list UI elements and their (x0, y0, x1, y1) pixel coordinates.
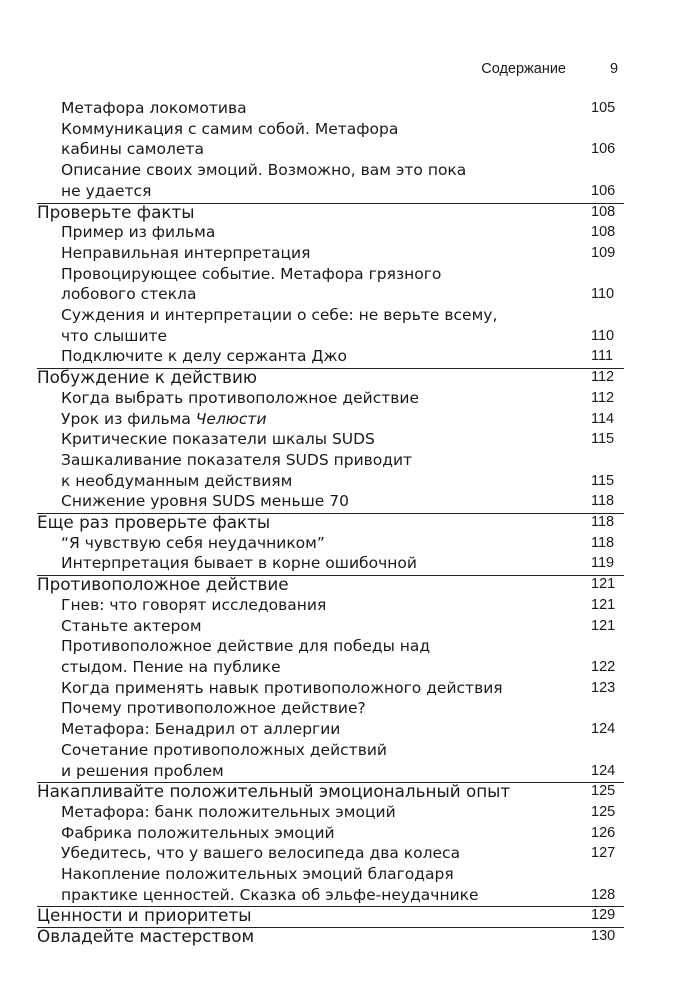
toc-page-number: 112 (591, 369, 615, 386)
toc-subsection-entry (0, 98, 683, 119)
toc-subsection-entry (0, 843, 683, 864)
toc-entry-line: Критические показатели шкалы SUDS (61, 430, 375, 449)
toc-entry-title (0, 802, 551, 823)
toc-subsection-entry (0, 491, 683, 512)
toc-subsection-entry (0, 533, 683, 554)
toc-entry-line: Метафора: банк положительных эмоций (61, 802, 396, 821)
toc-page-number: 109 (591, 244, 616, 261)
toc-subsection-entry (0, 740, 683, 781)
toc-entry-line: лобового стекла (61, 285, 197, 304)
toc-subsection-entry (0, 450, 683, 491)
toc-entry-title (0, 98, 551, 119)
toc-page-number: 108 (591, 203, 616, 220)
toc-entry-line: кабины самолета (61, 140, 204, 159)
toc-entry-title (0, 595, 551, 616)
toc-page-number: 118 (591, 534, 615, 551)
toc-subsection-entry (0, 409, 683, 430)
toc-page-number: 126 (591, 824, 616, 841)
toc-entry-line: Фабрика положительных эмоций (61, 823, 335, 842)
toc-entry-line: Подключите к делу сержанта Джо (61, 347, 347, 366)
toc-entry-line: что слышите (61, 326, 168, 345)
toc-page-number: 128 (591, 886, 616, 903)
toc-page-number: 106 (591, 141, 616, 158)
toc-entry-title (0, 781, 527, 802)
toc-entry-line: Еще раз проверьте факты (37, 512, 271, 533)
toc-page-number: 121 (591, 596, 616, 613)
toc-entry-title (0, 698, 551, 739)
header-page-number: 9 (610, 61, 619, 77)
toc-entry-title (0, 926, 527, 947)
toc-entry-title (0, 533, 551, 554)
toc-entry-line: Побуждение к действию (37, 367, 257, 388)
toc-subsection-entry (0, 823, 683, 844)
toc-entry-italic-title: Челюсти (195, 409, 267, 428)
toc-entry-title (0, 429, 551, 450)
toc-subsection-entry (0, 698, 683, 739)
header-title: Содержание (481, 61, 566, 77)
toc-page-number: 122 (591, 658, 616, 675)
toc-section-entry (0, 781, 683, 802)
toc-entry-title (0, 346, 551, 367)
toc-page-number: 130 (591, 928, 616, 945)
toc-entry-line: Накапливайте положительный эмоциональный опыт (37, 781, 511, 802)
toc-entry-line: Зашкаливание показателя SUDS приводит (61, 450, 413, 469)
toc-entry-title (0, 160, 551, 201)
toc-entry-title (0, 636, 551, 677)
toc-entry-title (0, 202, 527, 223)
toc-entry-title (0, 678, 551, 699)
toc-page-number: 118 (591, 493, 615, 510)
toc-section-entry (0, 574, 683, 595)
toc-entry-line: не удается (61, 181, 152, 200)
toc-page-number: 125 (591, 803, 616, 820)
toc-entry-line: Описание своих эмоций. Возможно, вам это пока (61, 161, 467, 180)
toc-page-number: 124 (591, 762, 616, 779)
running-header (0, 59, 683, 79)
toc-entry-line: Противоположное действие (37, 574, 289, 595)
toc-entry-line: Неправильная интерпретация (61, 243, 311, 262)
toc-page-number: 119 (591, 555, 615, 572)
toc-entry-line: Гнев: что говорят исследования (61, 595, 327, 614)
toc-entry-line: Противоположное действие для победы над (61, 637, 431, 656)
toc-page-number: 121 (591, 576, 616, 593)
toc-entry-line: Провоцирующее событие. Метафора грязного (61, 264, 442, 283)
toc-entry-title (0, 616, 551, 637)
toc-entry-title (0, 264, 551, 305)
toc-page-number: 105 (591, 100, 616, 116)
toc-entry-line: практике ценностей. Сказка об эльфе-неудачнике (61, 885, 479, 904)
toc-section-entry (0, 202, 683, 223)
toc-subsection-entry (0, 802, 683, 823)
toc-entry-title (0, 450, 551, 491)
toc-page-number: 112 (591, 389, 615, 406)
toc-entry-title (0, 905, 527, 926)
toc-subsection-entry (0, 678, 683, 699)
toc-page-number: 129 (591, 907, 616, 924)
toc-entry-line: Накопление положительных эмоций благодаря (61, 865, 454, 884)
toc-entry-title (0, 740, 551, 781)
toc-subsection-entry (0, 636, 683, 677)
toc-page-number: 127 (591, 845, 616, 862)
toc-page-number: 124 (591, 721, 616, 738)
toc-subsection-entry (0, 429, 683, 450)
toc-entry-line: Пример из фильма (61, 223, 216, 242)
section-divider (37, 368, 624, 369)
toc-entry-title (0, 367, 527, 388)
toc-entry-title (0, 574, 527, 595)
toc-subsection-entry (0, 264, 683, 305)
toc-page-number: 111 (591, 348, 614, 365)
toc-page-number: 114 (591, 410, 615, 427)
toc-entry-title (0, 222, 551, 243)
toc-page-number: 110 (591, 327, 615, 344)
toc-entry-title (0, 388, 551, 409)
toc-page-number: 108 (591, 224, 616, 241)
toc-entry-line: Метафора локомотива (61, 99, 247, 117)
toc-entry-line: Почему противоположное действие? (61, 699, 366, 718)
toc-entry-line: Станьте актером (61, 616, 202, 635)
toc-entry-title (0, 512, 527, 533)
toc-section-entry (0, 905, 683, 926)
toc-entry-title (0, 243, 551, 264)
toc-subsection-entry (0, 864, 683, 905)
toc-subsection-entry (0, 388, 683, 409)
toc-section-entry (0, 512, 683, 533)
toc-entry-line: “Я чувствую себя неудачником” (61, 533, 325, 552)
toc-entry-line: Когда применять навык противоположного действия (61, 678, 503, 697)
toc-entry-line: стыдом. Пение на публике (61, 657, 281, 676)
toc-entry-title (0, 553, 551, 574)
section-divider (37, 575, 624, 576)
toc-entry-line: Снижение уровня SUDS меньше 70 (61, 492, 349, 511)
toc-page-number: 121 (591, 617, 616, 634)
toc-entry-title (0, 864, 551, 905)
toc-subsection-entry (0, 160, 683, 201)
section-divider (37, 782, 624, 783)
toc-entry-line: Метафора: Бенадрил от аллергии (61, 720, 341, 739)
toc-subsection-entry (0, 119, 683, 160)
toc-subsection-entry (0, 595, 683, 616)
toc-subsection-entry (0, 553, 683, 574)
toc-entry-line: Интерпретация бывает в корне ошибочной (61, 554, 417, 573)
toc-subsection-entry (0, 616, 683, 637)
toc-section-entry (0, 367, 683, 388)
toc-entry-line: Суждения и интерпретации о себе: не верьте всему, (61, 306, 498, 325)
toc-page-number: 106 (591, 182, 616, 199)
toc-entry-line: Урок из фильма Челюсти (61, 409, 267, 428)
toc-entry-title (0, 409, 551, 430)
toc-entry-title (0, 305, 551, 346)
section-divider (37, 513, 624, 514)
toc-page-number: 115 (591, 472, 615, 489)
toc-entry-line: Убедитесь, что у вашего велосипеда два колеса (61, 844, 461, 863)
toc-subsection-entry (0, 305, 683, 346)
section-divider (37, 906, 624, 907)
toc-subsection-entry (0, 243, 683, 264)
toc-section-entry (0, 926, 683, 947)
toc-entry-line: Коммуникация с самим собой. Метафора (61, 119, 399, 138)
toc-subsection-entry (0, 346, 683, 367)
toc-entry-line: Когда выбрать противоположное действие (61, 388, 419, 407)
section-divider (37, 927, 624, 928)
toc-page-number: 115 (591, 431, 615, 448)
toc-entry-title (0, 491, 551, 512)
toc-entry-line: Проверьте факты (37, 201, 195, 222)
toc-page-number: 110 (591, 286, 615, 303)
table-of-contents (0, 98, 683, 947)
toc-entry-line: Сочетание противоположных действий (61, 740, 387, 759)
toc-page-number: 123 (591, 679, 616, 696)
toc-entry-line: Ценности и приоритеты (37, 905, 252, 926)
toc-entry-title (0, 119, 551, 160)
toc-entry-title (0, 823, 551, 844)
toc-entry-line: Овладейте мастерством (37, 926, 255, 947)
toc-entry-line: и решения проблем (61, 761, 224, 780)
section-divider (37, 203, 624, 204)
toc-page-number: 118 (591, 514, 615, 531)
toc-page-number: 125 (591, 783, 616, 800)
toc-subsection-entry (0, 222, 683, 243)
toc-entry-line: к необдуманным действиям (61, 471, 293, 490)
toc-entry-title (0, 843, 551, 864)
